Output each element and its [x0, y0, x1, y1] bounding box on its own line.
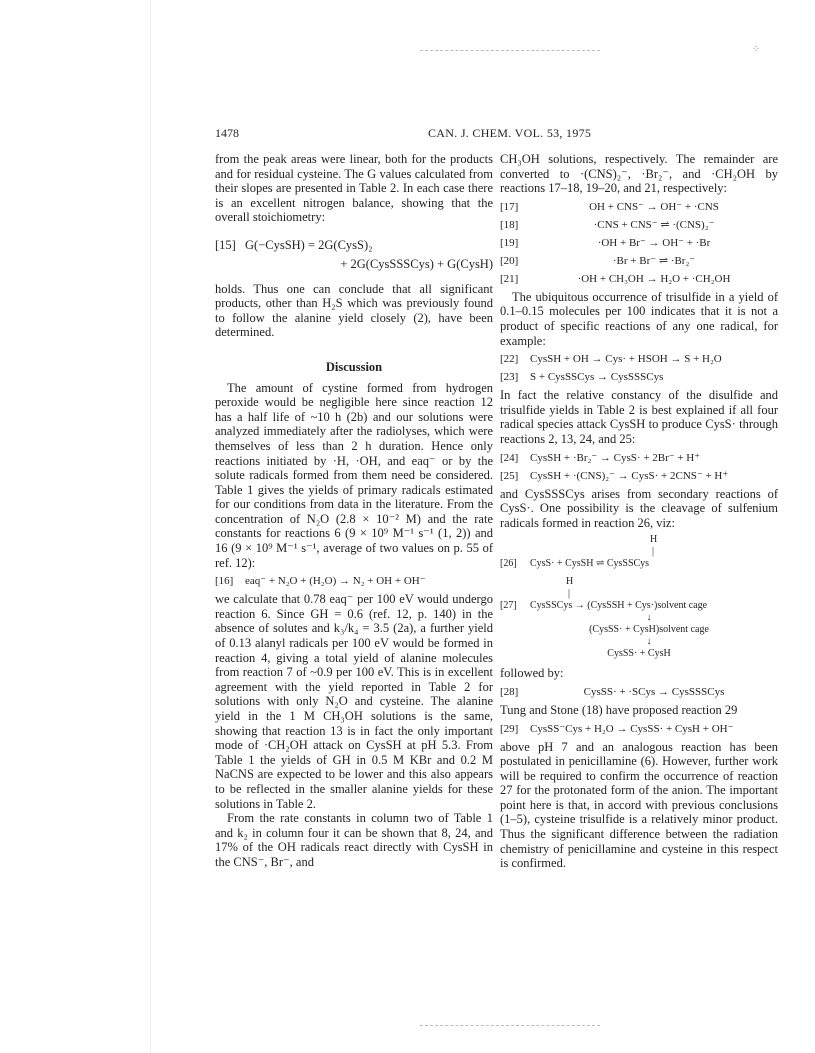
equation-number: [28]	[500, 685, 519, 698]
paragraph: The ubiquitous occurrence of trisulfide in a yield of 0.1–0.15 molecules per 100 indicates that it is not a product of specific reactions of any one radical, for example:	[500, 289, 778, 348]
equation-text: CysS· + CysSH ⇌ CysSSCys	[530, 558, 650, 570]
equation-24	[500, 451, 778, 465]
equation-number: [27]	[500, 600, 517, 612]
paragraph: Tung and Stone (18) have proposed reaction 29	[500, 702, 738, 717]
equation-text: CysSH + ·(CNS)₂⁻ → CysS· + 2CNS⁻ + H⁺	[530, 469, 729, 482]
equation-text: ·Br + Br⁻ ⇌ ·Br₂⁻	[612, 254, 696, 267]
equation-23	[500, 370, 778, 384]
equation-15	[215, 237, 493, 253]
equation-17	[500, 200, 778, 214]
equation-text: CysSSCys → (CysSSH + Cys·)solvent cage	[530, 600, 708, 612]
equation-text: G(−CysSH) = 2G(CysS)₂	[245, 237, 373, 252]
equation-number: [16]	[215, 575, 234, 588]
equation-19	[500, 236, 778, 250]
hydrogen-label: H	[650, 534, 658, 546]
left-column	[215, 152, 493, 870]
equation-number: [29]	[500, 722, 519, 735]
download-watermark	[2, 120, 36, 660]
equation-22	[500, 352, 778, 366]
equation-25	[500, 469, 778, 483]
paragraph: The amount of cystine formed from hydrogen peroxide would be negligible here since reaction 12 has a half life of ~10 h (2b) and our solutions were analyzed immediately after the radiolyses, which were themselves of less than 2 h duration. Hence only reactions initiated by ·H, ·OH, and eaq⁻ or by the solute radicals formed from them need be considered. Table 1 gives the yields of primary radicals estimated for our conditions from data in the literature. From the concentration of N₂O (2.8 × 10⁻² M) and the rate constants for reactions 6 (9 × 10⁹ M⁻¹ s⁻¹ (1, 2)) and 16 (9 × 10⁹ M⁻¹ s⁻¹, average of two values on p. 55 of ref. 12):	[215, 380, 493, 570]
scan-artifact-dash-bottom	[420, 1025, 600, 1026]
equation-text: CysSS⁻Cys + H₂O → CysSS· + CysH + OH⁻	[530, 722, 734, 735]
paragraph: From the rate constants in column two of Table 1 and k₂ in column four it can be shown that 8, 24, and 17% of the OH radicals react directly with CysSH in the CNS⁻, Br⁻, and	[215, 811, 493, 869]
scan-artifact-line	[150, 0, 151, 1053]
arrow-down-icon: ↓	[646, 612, 652, 624]
equation-27	[500, 576, 778, 660]
hydrogen-label: H	[566, 576, 574, 588]
paragraph: holds. Thus one can conclude that all significant products, other than H₂S which was previously found to follow the alanine yield closely (2), have been determined.	[215, 281, 493, 340]
scan-artifact-dash-top	[420, 50, 600, 51]
equation-15-continued: + 2G(CysSSSCys) + G(CysH)	[340, 256, 493, 271]
equation-number: [19]	[500, 236, 519, 249]
paragraph: above pH 7 and an analogous reaction has been postulated in penicillamine (6). However, further work will be required to confirm the occurrence of reaction 27 for the protonated form of the anion. The important point here is that, in accord with previous conclusions (1–5), cysteine trisulfide is a relatively minor product. Thus the significant difference between the radiation chemistry of penicillamine and cysteine in this respect is confirmed.	[500, 739, 778, 871]
equation-text: CysSS· + ·SCys → CysSSSCys	[583, 685, 725, 698]
paragraph: from the peak areas were linear, both for the products and for residual cysteine. The G values calculated from their slopes are presented in Table 2. In each case there is an excellent nitrogen balance, showing that the overall stoichiometry:	[215, 152, 493, 225]
equation-number: [18]	[500, 218, 519, 231]
equation-number: [22]	[500, 353, 519, 366]
equation-16	[215, 574, 493, 588]
paragraph: In fact the relative constancy of the disulfide and trisulfide yields in Table 2 is best explained if all four radical species attack CysSH to produce CysS· through reactions 2, 13, 24, and 25:	[500, 388, 778, 446]
equation-number: [26]	[500, 558, 517, 570]
equation-20	[500, 254, 778, 268]
bond-mark: |	[652, 546, 655, 558]
section-heading: Discussion	[325, 359, 383, 374]
equation-number: [17]	[500, 200, 519, 213]
paragraph: and CysSSSCys arises from secondary reactions of CysS·. One possibility is the cleavage of sulfenium radicals formed in reaction 26, viz:	[500, 486, 778, 530]
equation-number: [21]	[500, 272, 519, 285]
equation-text: ·OH + Br⁻ → OH⁻ + ·Br	[597, 236, 711, 249]
equation-text: eaq⁻ + N₂O + (H₂O) → N₂ + OH + OH⁻	[245, 575, 426, 588]
equation-number: [20]	[500, 254, 519, 267]
running-header	[215, 126, 775, 142]
equation-text: CysSH + OH → Cys· + HSOH → S + H₂O	[530, 353, 722, 366]
equation-29	[500, 722, 778, 736]
equation-number: [24]	[500, 451, 519, 464]
page-number: 1478	[215, 126, 239, 140]
journal-citation: CAN. J. CHEM. VOL. 53, 1975	[428, 126, 592, 140]
equation-number: [25]	[500, 469, 519, 482]
equation-text: OH + CNS⁻ → OH⁻ + ·CNS	[589, 200, 719, 213]
equation-28	[500, 685, 778, 699]
bond-mark: |	[568, 588, 571, 600]
equation-text: CysSH + ·Br₂⁻ → CysS· + 2Br⁻ + H⁺	[530, 451, 701, 464]
equation-number: [15]	[215, 237, 236, 252]
right-column	[500, 152, 778, 871]
equation-26	[500, 534, 778, 570]
paragraph: we calculate that 0.78 eaq⁻ per 100 eV would undergo reaction 6. Since GH = 0.6 (ref. 12, p. 140) in the absence of solutes and k₃/k₄ = 3.5 (2a), a further yield of 0.13 alanyl radicals per 100 eV would be formed in reaction 4, giving a total yield of alanine molecules from reaction 7 of ~0.9 per 100 eV. This is in excellent agreement with the yield reported in Table 2 for solutions with only N₂O and cysteine. The alanine yield in the 1 M CH₃OH solutions is the same, showing that reaction 13 is in fact the only important mode of ·CH₂OH attack on CysSH at pH 5.3. From Table 1 the yields of GH in 0.5 M KBr and 0.2 M NaCNS are expected to be lower and this also appears to be reflected in the smaller alanine yields for these solutions in Table 2.	[215, 592, 493, 811]
equation-18	[500, 218, 778, 232]
equation-text: ·CNS + CNS⁻ ⇌ ·(CNS)₂⁻	[593, 218, 715, 231]
equation-text: (CysSS· + CysH)solvent cage	[589, 624, 709, 636]
equation-21	[500, 272, 778, 286]
equation-text: CysSS· + CysH	[607, 648, 671, 660]
scan-artifact-mark: ⁘	[752, 44, 761, 55]
equation-text: S + CysSSCys → CysSSSCys	[530, 371, 664, 384]
arrow-down-icon: ↓	[646, 636, 652, 648]
equation-text: ·OH + CH₃OH → H₂O + ·CH₂OH	[577, 272, 731, 285]
paragraph: followed by:	[500, 666, 564, 681]
equation-number: [23]	[500, 371, 519, 384]
paragraph: CH₃OH solutions, respectively. The remainder are converted to ·(CNS)₂⁻, ·Br₂⁻, and ·CH₂OH by reactions 17–18, 19–20, and 21, respectively:	[500, 152, 778, 196]
